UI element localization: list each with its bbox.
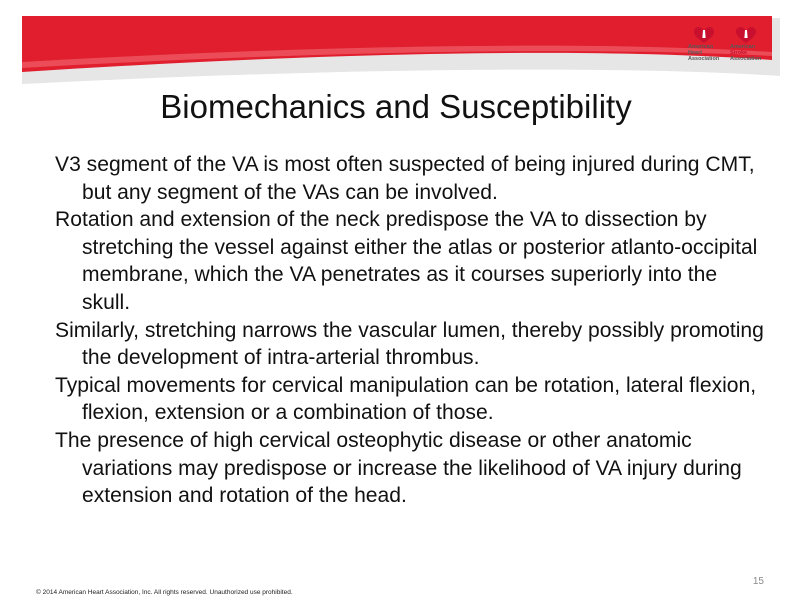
asa-logo-text (726, 44, 766, 62)
bullet-item: Similarly, stretching narrows the vascular lumen, thereby possibly promoting the development of intra-arterial thrombus. (55, 318, 764, 370)
brain-heart-icon (735, 26, 757, 44)
page-number: 15 (752, 576, 764, 587)
bullet-item: V3 segment of the VA is most often suspected of being injured during CMT, but any segment of the VAs can be involved. (55, 153, 755, 204)
bullet-item: Rotation and extension of the neck predispose the VA to dissection by stretching the vessel against either the atlas or posterior atlanto-occipital membrane, which the VA penetrates as it courses superiorly into the skull. (55, 208, 758, 314)
slide-title: Biomechanics and Susceptibility (160, 88, 632, 125)
aha-logo-text: American Heart Association (688, 44, 720, 62)
asa-logo-line-2: Stroke (730, 50, 748, 56)
asa-logo (726, 26, 766, 74)
asa-logo-line-3: Association (730, 56, 762, 62)
heart-torch-icon (693, 26, 715, 44)
asa-logo-line-1: American (730, 44, 756, 50)
aha-asa-logo (684, 26, 768, 74)
bullet-item: Typical movements for cervical manipulation can be rotation, lateral flexion, flexion, extension or a combination of those. (55, 373, 757, 425)
bullet-list (55, 151, 765, 510)
aha-logo (684, 26, 724, 74)
copyright-footer: © 2014 American Heart Association, Inc. All rights reserved. Unauthorized use prohibited. (36, 589, 293, 596)
bullet-item: The presence of high cervical osteophytic disease or other anatomic variations may predispose or increase the likelihood of VA injury during extension and rotation of the head. (55, 428, 742, 508)
